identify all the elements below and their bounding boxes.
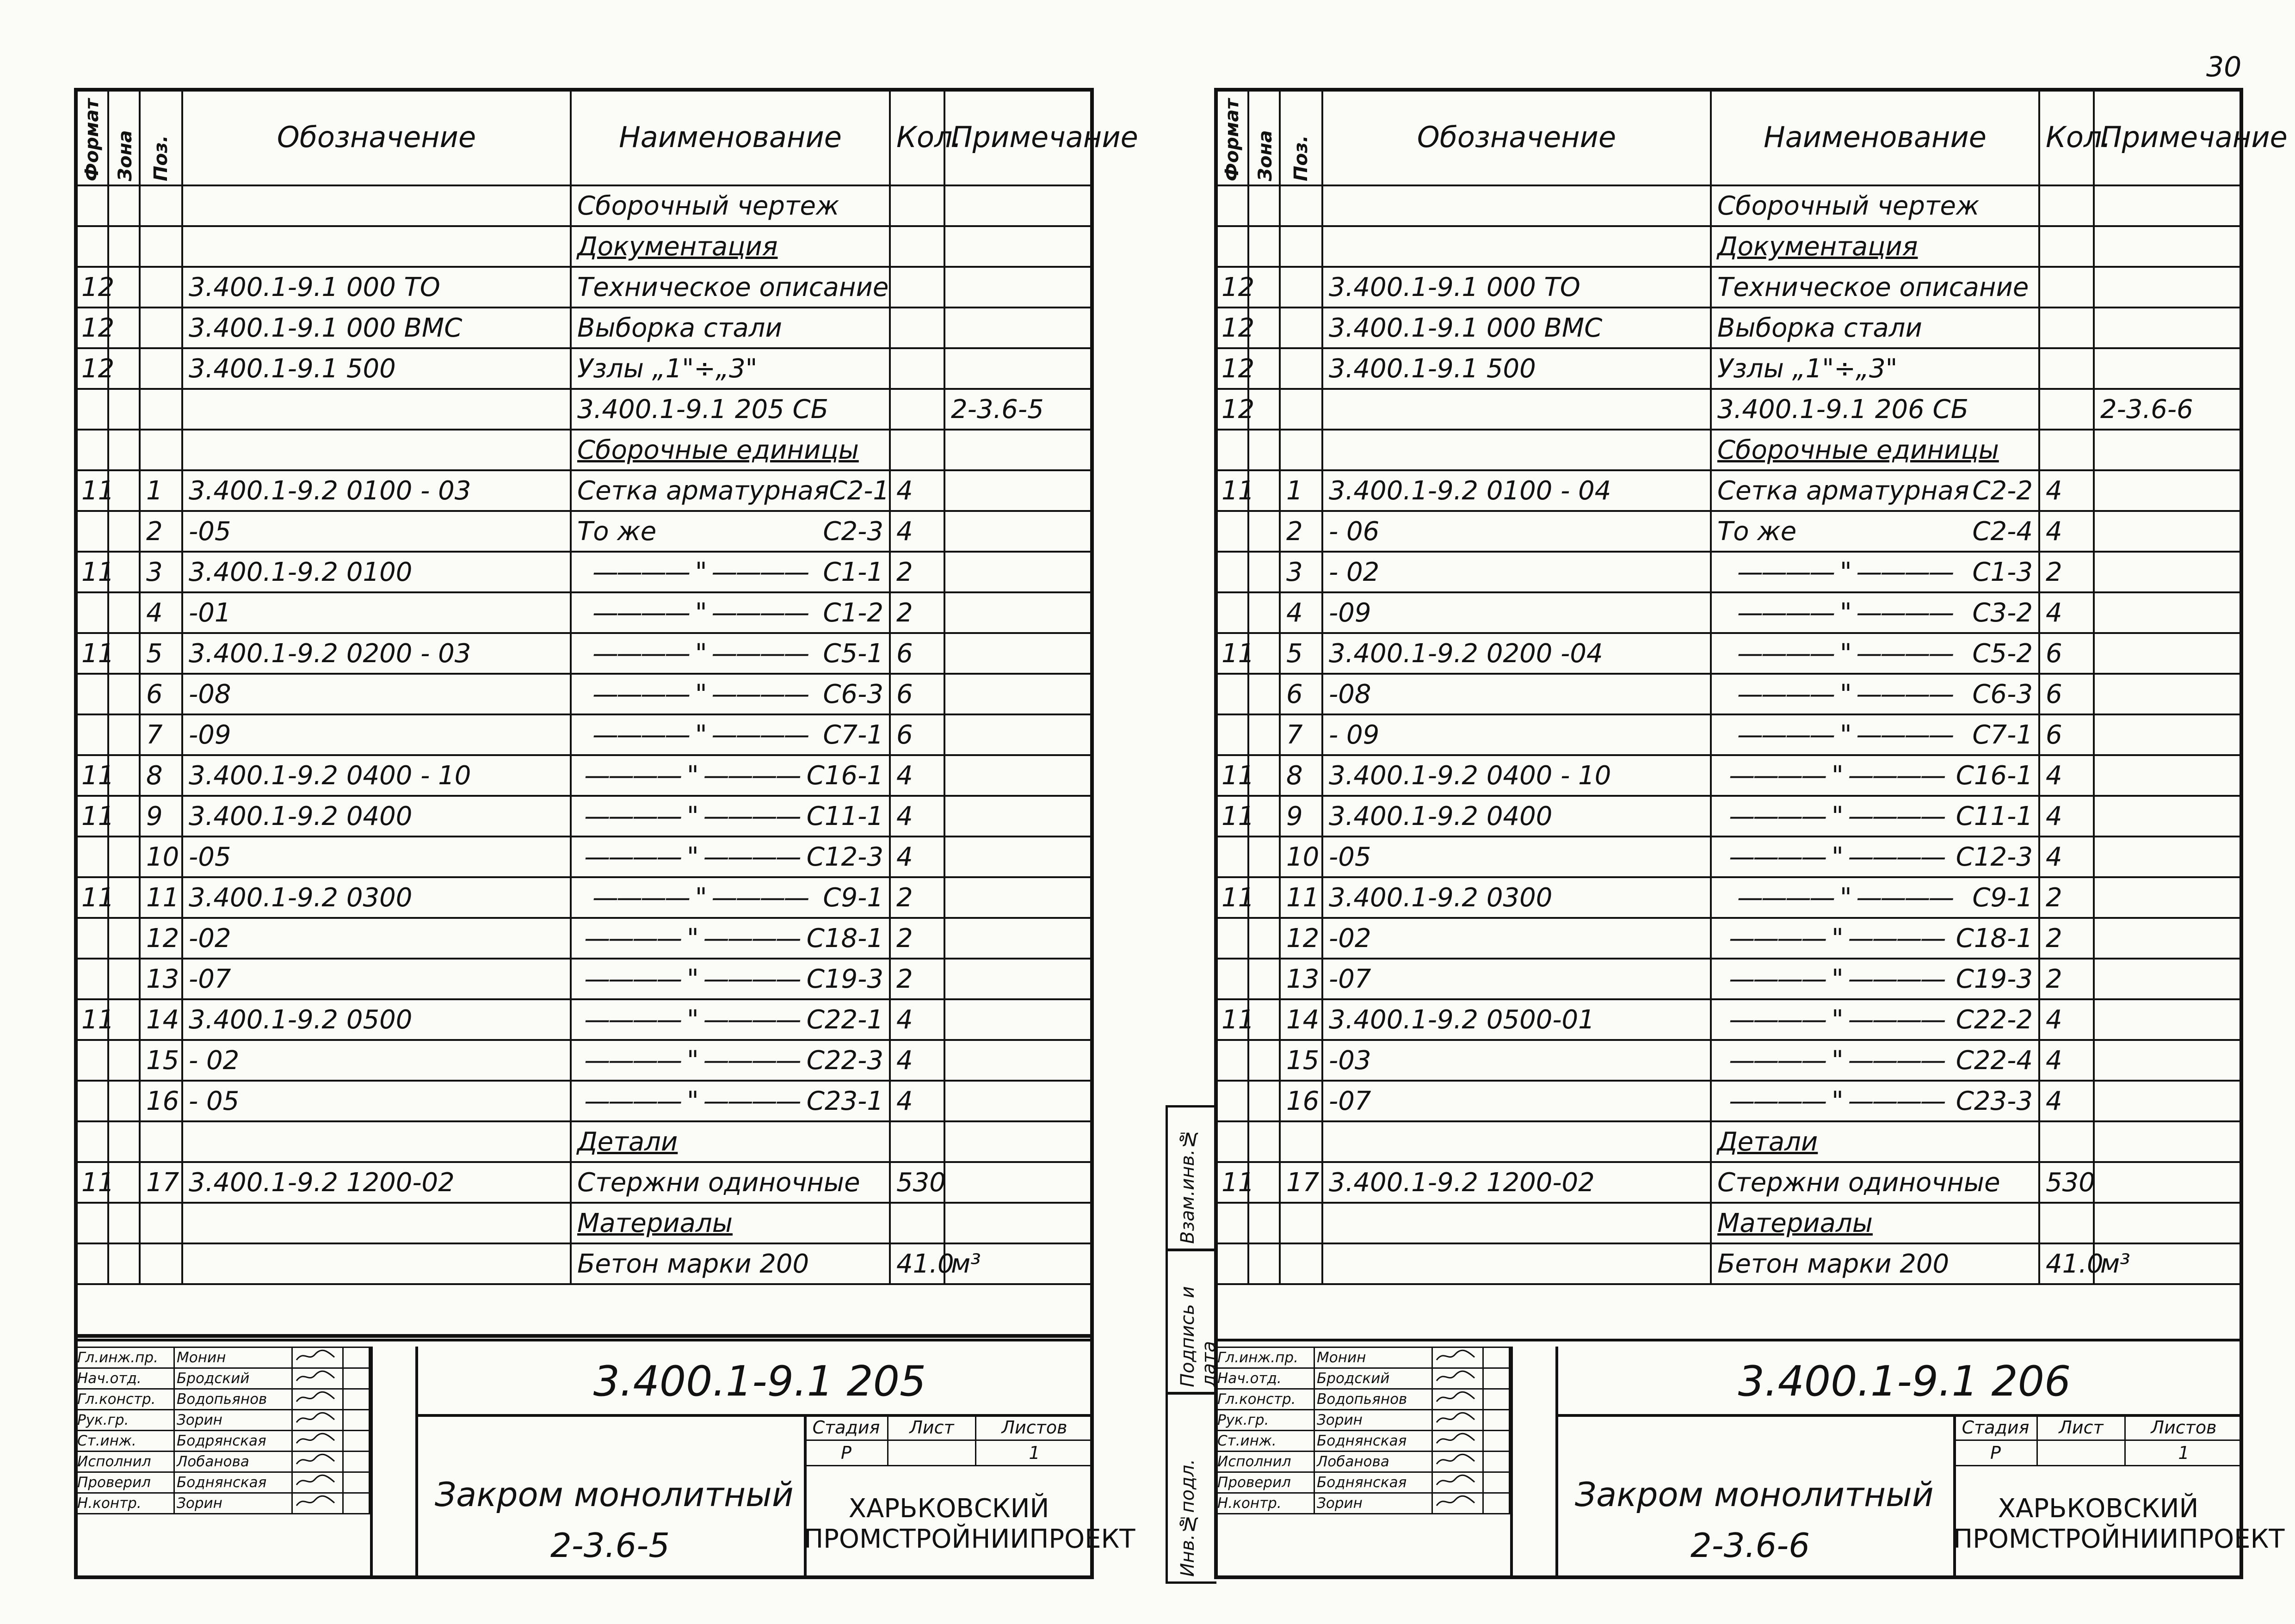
- quantity-cell: 6: [2039, 633, 2094, 674]
- name-cell: Бодрянская: [174, 1431, 292, 1452]
- left-sheet: [74, 88, 1138, 1579]
- name-text: ———— " ————: [584, 1086, 800, 1116]
- name-cell: Сборочный чертеж: [571, 185, 890, 226]
- name-cell: Узлы „1"÷„3": [1711, 348, 2039, 389]
- name-text: ———— " ————: [1737, 557, 1953, 587]
- doc-number: 3.400.1-9.1 206: [1738, 1357, 2071, 1406]
- name-text: ———— " ————: [1729, 801, 1944, 831]
- title-line1: Закром монолитный: [1575, 1475, 1934, 1514]
- name-text: ———— " ————: [1737, 882, 1953, 913]
- quantity-cell: 4: [2039, 592, 2094, 633]
- quantity-cell: 4: [2039, 511, 2094, 552]
- name-text: Сетка арматурная: [1717, 475, 1969, 506]
- format-cell: 11: [1215, 755, 1248, 796]
- name-text: ———— " ————: [592, 720, 808, 750]
- stage-header: Стадия: [805, 1415, 888, 1440]
- name-text: ———— " ————: [1737, 720, 1953, 750]
- quantity-cell: 4: [890, 837, 944, 877]
- quantity-cell: 4: [890, 511, 944, 552]
- position-cell: 7: [140, 714, 182, 755]
- name-cell: 3.400.1-9.1 205 СБ: [571, 389, 890, 430]
- qty-header: Кол.: [2039, 89, 2094, 185]
- mark-text: С18-1: [1956, 923, 2033, 953]
- name-cell: Стержни одиночные: [1711, 1162, 2039, 1203]
- quantity-cell: 6: [890, 633, 944, 674]
- name-text: ———— " ————: [584, 964, 800, 994]
- zone-header: Зона: [1248, 89, 1280, 185]
- note-cell: 2-3.6-5: [944, 389, 1093, 430]
- format-cell: 11: [75, 999, 108, 1040]
- designation-cell: - 09: [1322, 714, 1711, 755]
- sheets-value: 1: [2125, 1440, 2243, 1466]
- name-cell: Боднянская: [1314, 1431, 1432, 1452]
- margin-label-signature-date: Подпись и дата: [1177, 1286, 1220, 1387]
- name-cell: Бетон марки 200: [1711, 1243, 2039, 1284]
- name-cell: Боднянская: [174, 1472, 292, 1493]
- format-cell: 12: [1215, 348, 1248, 389]
- name-cell: Зорин: [174, 1493, 292, 1514]
- mark-text: С22-2: [1956, 1004, 2033, 1035]
- role-cell: Проверил: [75, 1472, 174, 1493]
- note-header: Примечание: [944, 89, 1093, 185]
- page-number: 30: [2206, 51, 2242, 83]
- designation-cell: 3.400.1-9.2 1200-02: [1322, 1162, 1711, 1203]
- format-cell: 11: [1215, 999, 1248, 1040]
- name-text: ———— " ————: [592, 557, 808, 587]
- format-cell: 11: [1215, 470, 1248, 511]
- position-cell: 5: [140, 633, 182, 674]
- quantity-cell: 2: [2039, 552, 2094, 592]
- format-cell: 12: [1215, 267, 1248, 308]
- name-cell: Сборочные единицы: [1711, 430, 2039, 470]
- position-cell: 4: [140, 592, 182, 633]
- name-text: ———— " ————: [584, 923, 800, 953]
- organization: ХАРЬКОВСКИЙ ПРОМСТРОЙНИИПРОЕКТ: [1953, 1494, 2285, 1554]
- format-cell: 11: [75, 755, 108, 796]
- name-text: ———— " ————: [1737, 679, 1953, 709]
- designation-cell: -09: [182, 714, 571, 755]
- role-cell: Ст.инж.: [1215, 1431, 1314, 1452]
- role-cell: Н.контр.: [75, 1493, 174, 1514]
- position-cell: 9: [1280, 796, 1322, 837]
- name-text: ———— " ————: [1729, 1045, 1944, 1076]
- title-line2: 2-3.6-6: [1690, 1526, 1810, 1565]
- role-cell: Гл.инж.пр.: [75, 1347, 174, 1368]
- quantity-cell: 530: [2039, 1162, 2094, 1203]
- mark-text: С22-4: [1956, 1045, 2033, 1076]
- doc-number: 3.400.1-9.1 205: [593, 1357, 926, 1406]
- designation-header: Обозначение: [182, 89, 571, 185]
- designation-cell: 3.400.1-9.1 000 ВМС: [182, 308, 571, 348]
- title-line1: Закром монолитный: [435, 1475, 794, 1514]
- mark-text: С1-2: [823, 597, 883, 628]
- position-cell: 3: [140, 552, 182, 592]
- mark-text: С3-2: [1972, 597, 2033, 628]
- format-cell: 12: [1215, 308, 1248, 348]
- position-cell: 17: [1280, 1162, 1322, 1203]
- role-cell: Нач.отд.: [1215, 1368, 1314, 1389]
- mark-text: С5-1: [823, 638, 883, 669]
- mark-text: С7-1: [1972, 720, 2033, 750]
- sheet-header: Лист: [888, 1415, 976, 1440]
- sheets-value: 1: [976, 1440, 1093, 1466]
- format-cell: 12: [75, 267, 108, 308]
- designation-cell: 3.400.1-9.2 1200-02: [182, 1162, 571, 1203]
- designation-cell: -09: [1322, 592, 1711, 633]
- role-cell: Гл.констр.: [75, 1389, 174, 1410]
- role-cell: Гл.инж.пр.: [1215, 1347, 1314, 1368]
- note-cell: 2-3.6-6: [2094, 389, 2242, 430]
- note-header: Примечание: [2094, 89, 2242, 185]
- designation-cell: 3.400.1-9.2 0100 - 04: [1322, 470, 1711, 511]
- name-text: ———— " ————: [592, 679, 808, 709]
- position-cell: 13: [1280, 959, 1322, 999]
- name-cell: Боднянская: [1314, 1472, 1432, 1493]
- mark-text: С6-3: [1972, 679, 2033, 709]
- designation-cell: 3.400.1-9.2 0200 -04: [1322, 633, 1711, 674]
- sheets-header: Листов: [976, 1415, 1093, 1440]
- name-text: То же: [577, 516, 657, 547]
- format-cell: 11: [1215, 633, 1248, 674]
- name-text: ———— " ————: [1729, 1086, 1944, 1116]
- name-cell: Детали: [571, 1121, 890, 1162]
- position-cell: 15: [1280, 1040, 1322, 1081]
- name-cell: Бродский: [174, 1368, 292, 1389]
- mark-text: С6-3: [823, 679, 883, 709]
- role-cell: Проверил: [1215, 1472, 1314, 1493]
- title-line2: 2-3.6-5: [550, 1526, 670, 1565]
- name-text: ———— " ————: [584, 1045, 800, 1076]
- position-cell: 6: [140, 674, 182, 714]
- name-cell: Водопьянов: [1314, 1389, 1432, 1410]
- mark-text: С23-1: [806, 1086, 883, 1116]
- position-cell: 11: [1280, 877, 1322, 918]
- mark-text: С2-4: [1972, 516, 2033, 547]
- designation-cell: -07: [182, 959, 571, 999]
- role-cell: Рук.гр.: [1215, 1410, 1314, 1431]
- mark-text: С16-1: [806, 760, 883, 791]
- note-cell: м³: [2094, 1243, 2242, 1284]
- position-cell: 10: [140, 837, 182, 877]
- format-cell: 11: [1215, 1162, 1248, 1203]
- designation-cell: 3.400.1-9.2 0400: [1322, 796, 1711, 837]
- mark-text: С11-1: [806, 801, 883, 831]
- designation-cell: -02: [1322, 918, 1711, 959]
- designation-cell: 3.400.1-9.2 0200 - 03: [182, 633, 571, 674]
- role-cell: Рук.гр.: [75, 1410, 174, 1431]
- designation-cell: 3.400.1-9.2 0500-01: [1322, 999, 1711, 1040]
- quantity-cell: 2: [890, 959, 944, 999]
- position-cell: 8: [1280, 755, 1322, 796]
- quantity-cell: 4: [890, 796, 944, 837]
- mark-text: С12-3: [1956, 842, 2033, 872]
- mark-text: С11-1: [1956, 801, 2033, 831]
- designation-cell: 3.400.1-9.1 000 ТО: [1322, 267, 1711, 308]
- name-text: ———— " ————: [592, 882, 808, 913]
- name-text: ———— " ————: [1737, 638, 1953, 669]
- designation-cell: 3.400.1-9.1 500: [182, 348, 571, 389]
- role-cell: Нач.отд.: [75, 1368, 174, 1389]
- quantity-cell: 4: [2039, 1040, 2094, 1081]
- position-cell: 12: [1280, 918, 1322, 959]
- name-header: Наименование: [1711, 89, 2039, 185]
- position-cell: 7: [1280, 714, 1322, 755]
- quantity-cell: 4: [890, 470, 944, 511]
- name-text: ———— " ————: [592, 638, 808, 669]
- zone-header: Зона: [108, 89, 140, 185]
- name-text: ———— " ————: [584, 1004, 800, 1035]
- name-cell: 3.400.1-9.1 206 СБ: [1711, 389, 2039, 430]
- role-cell: Н.контр.: [1215, 1493, 1314, 1514]
- name-cell: Техническое описание: [571, 267, 890, 308]
- quantity-cell: 2: [2039, 959, 2094, 999]
- mark-text: С9-1: [823, 882, 883, 913]
- name-text: ———— " ————: [1729, 923, 1944, 953]
- role-cell: Исполнил: [75, 1452, 174, 1472]
- designation-cell: - 02: [182, 1040, 571, 1081]
- sheet-header: Лист: [2037, 1415, 2125, 1440]
- mark-text: С5-2: [1972, 638, 2033, 669]
- format-header: Формат: [1215, 89, 1248, 185]
- position-cell: 8: [140, 755, 182, 796]
- name-text: Сетка арматурная: [577, 475, 829, 506]
- name-cell: Бродский: [1314, 1368, 1432, 1389]
- quantity-cell: 4: [890, 999, 944, 1040]
- role-cell: Исполнил: [1215, 1452, 1314, 1472]
- position-cell: 5: [1280, 633, 1322, 674]
- name-cell: Детали: [1711, 1121, 2039, 1162]
- quantity-cell: 4: [890, 1040, 944, 1081]
- designation-cell: -01: [182, 592, 571, 633]
- designation-cell: 3.400.1-9.2 0300: [182, 877, 571, 918]
- name-text: ———— " ————: [584, 801, 800, 831]
- name-cell: Стержни одиночные: [571, 1162, 890, 1203]
- format-cell: 12: [75, 308, 108, 348]
- name-text: ———— " ————: [584, 760, 800, 791]
- mark-text: С9-1: [1972, 882, 2033, 913]
- mark-text: С1-3: [1972, 557, 2033, 587]
- designation-cell: - 02: [1322, 552, 1711, 592]
- position-cell: 16: [1280, 1081, 1322, 1121]
- quantity-cell: 2: [890, 918, 944, 959]
- name-text: ———— " ————: [1737, 597, 1953, 628]
- stage-header: Стадия: [1954, 1415, 2037, 1440]
- name-cell: Зорин: [174, 1410, 292, 1431]
- name-cell: Монин: [174, 1347, 292, 1368]
- quantity-cell: 4: [890, 755, 944, 796]
- qty-header: Кол.: [890, 89, 944, 185]
- designation-cell: -08: [182, 674, 571, 714]
- position-cell: 15: [140, 1040, 182, 1081]
- pos-header: Поз.: [140, 89, 182, 185]
- name-header: Наименование: [571, 89, 890, 185]
- designation-cell: 3.400.1-9.2 0500: [182, 999, 571, 1040]
- mark-text: С23-3: [1956, 1086, 2033, 1116]
- right-sheet: [1214, 88, 2288, 1579]
- mark-text: С7-1: [823, 720, 883, 750]
- name-text: ———— " ————: [1729, 760, 1944, 791]
- mark-text: С2-1: [829, 475, 890, 506]
- position-cell: 12: [140, 918, 182, 959]
- designation-cell: -07: [1322, 1081, 1711, 1121]
- format-cell: 12: [1215, 389, 1248, 430]
- position-cell: 1: [140, 470, 182, 511]
- quantity-cell: 41.0: [2039, 1243, 2094, 1284]
- designation-cell: 3.400.1-9.2 0400 - 10: [1322, 755, 1711, 796]
- quantity-cell: 2: [890, 552, 944, 592]
- format-cell: 11: [75, 796, 108, 837]
- quantity-cell: 4: [2039, 470, 2094, 511]
- quantity-cell: 4: [2039, 755, 2094, 796]
- name-text: ———— " ————: [1729, 1004, 1944, 1035]
- quantity-cell: 6: [2039, 674, 2094, 714]
- position-cell: 14: [1280, 999, 1322, 1040]
- sheets-header: Листов: [2125, 1415, 2243, 1440]
- name-text: ———— " ————: [1729, 964, 1944, 994]
- format-cell: 11: [75, 877, 108, 918]
- format-cell: 11: [75, 470, 108, 511]
- position-cell: 3: [1280, 552, 1322, 592]
- position-cell: 6: [1280, 674, 1322, 714]
- quantity-cell: 530: [890, 1162, 944, 1203]
- designation-cell: 3.400.1-9.2 0100: [182, 552, 571, 592]
- quantity-cell: 6: [890, 714, 944, 755]
- name-cell: Техническое описание: [1711, 267, 2039, 308]
- designation-cell: 3.400.1-9.1 500: [1322, 348, 1711, 389]
- position-cell: 4: [1280, 592, 1322, 633]
- quantity-cell: 2: [2039, 877, 2094, 918]
- mark-text: С22-1: [806, 1004, 883, 1035]
- quantity-cell: 2: [2039, 918, 2094, 959]
- designation-header: Обозначение: [1322, 89, 1711, 185]
- format-cell: 11: [75, 633, 108, 674]
- position-cell: 2: [1280, 511, 1322, 552]
- mark-text: С16-1: [1956, 760, 2033, 791]
- mark-text: С1-1: [823, 557, 883, 587]
- quantity-cell: 4: [890, 1081, 944, 1121]
- designation-cell: -03: [1322, 1040, 1711, 1081]
- name-cell: Выборка стали: [1711, 308, 2039, 348]
- position-cell: 14: [140, 999, 182, 1040]
- position-cell: 9: [140, 796, 182, 837]
- designation-cell: -05: [182, 511, 571, 552]
- position-cell: 13: [140, 959, 182, 999]
- name-cell: Сборочные единицы: [571, 430, 890, 470]
- mark-text: С19-3: [1956, 964, 2033, 994]
- note-cell: м³: [944, 1243, 1093, 1284]
- name-cell: Лобанова: [1314, 1452, 1432, 1472]
- position-cell: 16: [140, 1081, 182, 1121]
- name-cell: Узлы „1"÷„3": [571, 348, 890, 389]
- name-cell: Выборка стали: [571, 308, 890, 348]
- designation-cell: -05: [182, 837, 571, 877]
- designation-cell: - 05: [182, 1081, 571, 1121]
- mark-text: С22-3: [806, 1045, 883, 1076]
- format-header: Формат: [75, 89, 108, 185]
- name-text: ———— " ————: [1729, 842, 1944, 872]
- format-cell: 12: [75, 348, 108, 389]
- designation-cell: 3.400.1-9.1 000 ТО: [182, 267, 571, 308]
- organization: ХАРЬКОВСКИЙ ПРОМСТРОЙНИИПРОЕКТ: [804, 1494, 1135, 1554]
- name-text: ———— " ————: [584, 842, 800, 872]
- pos-header: Поз.: [1280, 89, 1322, 185]
- role-cell: Ст.инж.: [75, 1431, 174, 1452]
- format-cell: 11: [1215, 796, 1248, 837]
- designation-cell: 3.400.1-9.2 0400 - 10: [182, 755, 571, 796]
- quantity-cell: 4: [2039, 999, 2094, 1040]
- name-cell: Монин: [1314, 1347, 1432, 1368]
- quantity-cell: 41.0: [890, 1243, 944, 1284]
- quantity-cell: 4: [2039, 837, 2094, 877]
- stage-value: Р: [1954, 1440, 2037, 1466]
- position-cell: 17: [140, 1162, 182, 1203]
- name-cell: Документация: [571, 226, 890, 267]
- name-cell: Водопьянов: [174, 1389, 292, 1410]
- designation-cell: 3.400.1-9.2 0100 - 03: [182, 470, 571, 511]
- name-cell: Зорин: [1314, 1410, 1432, 1431]
- mark-text: С19-3: [806, 964, 883, 994]
- name-cell: Бетон марки 200: [571, 1243, 890, 1284]
- name-cell: Материалы: [1711, 1203, 2039, 1243]
- name-text: ———— " ————: [592, 597, 808, 628]
- format-cell: 11: [1215, 877, 1248, 918]
- name-cell: Зорин: [1314, 1493, 1432, 1514]
- designation-cell: -05: [1322, 837, 1711, 877]
- name-cell: Документация: [1711, 226, 2039, 267]
- mark-text: С12-3: [806, 842, 883, 872]
- mark-text: С18-1: [806, 923, 883, 953]
- designation-cell: -08: [1322, 674, 1711, 714]
- designation-cell: 3.400.1-9.1 000 ВМС: [1322, 308, 1711, 348]
- quantity-cell: 4: [2039, 796, 2094, 837]
- name-cell: Лобанова: [174, 1452, 292, 1472]
- quantity-cell: 2: [890, 877, 944, 918]
- mark-text: С2-2: [1972, 475, 2033, 506]
- designation-cell: 3.400.1-9.2 0300: [1322, 877, 1711, 918]
- position-cell: 1: [1280, 470, 1322, 511]
- designation-cell: 3.400.1-9.2 0400: [182, 796, 571, 837]
- mark-text: С2-3: [823, 516, 883, 547]
- margin-label-inventory: Инв.№подл.: [1177, 1459, 1198, 1577]
- role-cell: Гл.констр.: [1215, 1389, 1314, 1410]
- position-cell: 10: [1280, 837, 1322, 877]
- margin-label-replacement: Взам.инв.№: [1177, 1128, 1198, 1244]
- quantity-cell: 4: [2039, 1081, 2094, 1121]
- designation-cell: -07: [1322, 959, 1711, 999]
- format-cell: 11: [75, 1162, 108, 1203]
- position-cell: 2: [140, 511, 182, 552]
- name-cell: Материалы: [571, 1203, 890, 1243]
- quantity-cell: 6: [890, 674, 944, 714]
- name-text: То же: [1717, 516, 1797, 547]
- quantity-cell: 2: [890, 592, 944, 633]
- format-cell: 11: [75, 552, 108, 592]
- stage-value: Р: [805, 1440, 888, 1466]
- name-cell: Сборочный чертеж: [1711, 185, 2039, 226]
- position-cell: 11: [140, 877, 182, 918]
- designation-cell: -02: [182, 918, 571, 959]
- designation-cell: - 06: [1322, 511, 1711, 552]
- quantity-cell: 6: [2039, 714, 2094, 755]
